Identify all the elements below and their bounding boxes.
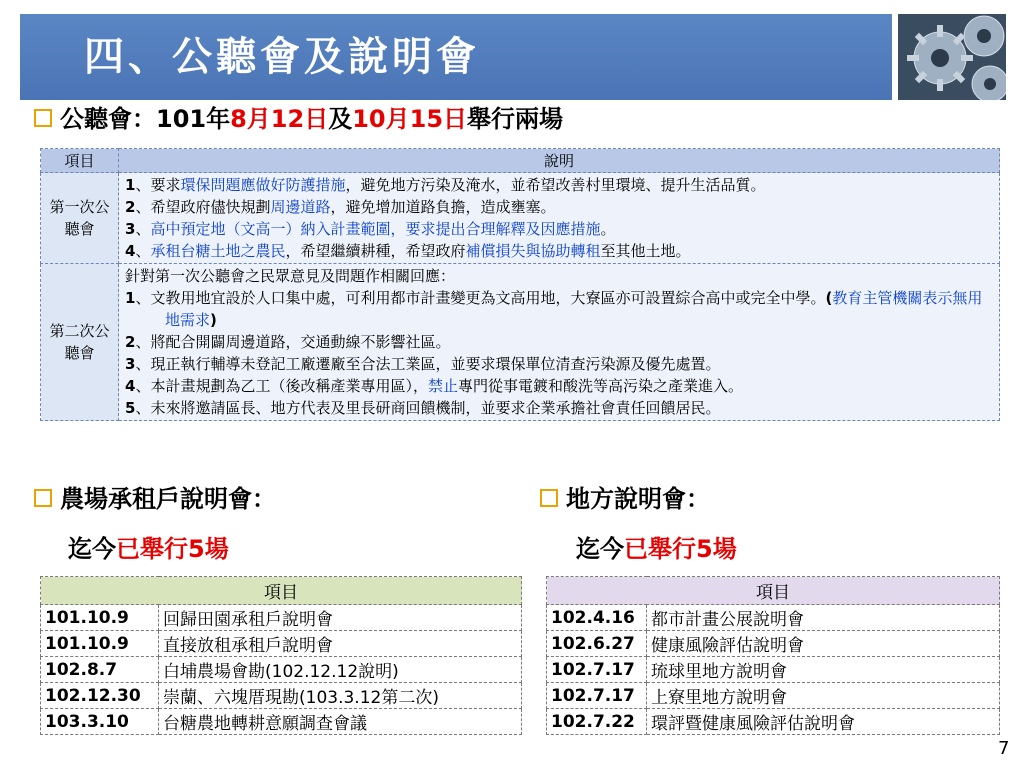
row-date: 102.7.17 — [547, 683, 647, 709]
farm-heading — [34, 482, 276, 516]
list-item: 4、本計畫規劃為乙工（後改稱產業專用區），禁止專門從事電鍍和酸洗等高污染之產業進入。 — [125, 377, 743, 395]
title-bar — [20, 14, 892, 100]
second-meeting-label: 第二次公聽會 — [41, 264, 119, 421]
page-title: 四、公聽會及說明會 — [84, 34, 480, 80]
table-row — [547, 709, 1000, 735]
row-description: 白埔農場會勘(102.12.12說明) — [159, 657, 522, 683]
heading-and: 及 — [328, 105, 353, 133]
farm-heading-text: 農場承租戶說明會： — [60, 485, 276, 513]
local-subheading — [576, 532, 737, 566]
row-description: 琉球里地方說明會 — [647, 657, 1000, 683]
hearing-table — [40, 148, 1000, 421]
heading-date-2: 10月15日 — [352, 105, 468, 133]
list-item: 1、文教用地宜設於人口集中處，可利用都市計畫變更為文高用地，大寮區亦可設置綜合高中或完全中學。(教育主管機關表示無用地需求) — [125, 289, 983, 329]
farm-sub-prefix: 迄今 — [68, 535, 116, 563]
checkbox-bullet-icon — [540, 489, 558, 507]
list-item: 3、現正執行輔導未登記工廠遷廠至合法工業區，並要求環保單位清查污染源及優先處置。 — [125, 355, 721, 373]
table-row — [41, 683, 522, 709]
header-description: 說明 — [119, 149, 1000, 173]
table-row — [547, 657, 1000, 683]
header-item: 項目 — [41, 149, 119, 173]
table-row — [41, 657, 522, 683]
row-date: 103.3.10 — [41, 709, 159, 735]
table-row — [41, 709, 522, 735]
list-item: 4、承租台糖土地之農民，希望繼續耕種，希望政府補償損失與協助轉租至其他土地。 — [125, 242, 691, 260]
list-item: 2、將配合開闢周邊道路，交通動線不影響社區。 — [125, 333, 451, 351]
hearing-heading — [34, 102, 563, 136]
row-date: 102.4.16 — [547, 605, 647, 631]
row-date: 102.12.30 — [41, 683, 159, 709]
checkbox-bullet-icon — [34, 489, 52, 507]
table-row — [547, 605, 1000, 631]
list-item: 2、希望政府儘快規劃周邊道路，避免增加道路負擔，造成壅塞。 — [125, 198, 556, 216]
gears-icon — [898, 14, 1006, 100]
list-item: 3、高中預定地（文高一）納入計畫範圍，要求提出合理解釋及因應措施。 — [125, 220, 616, 238]
table-row — [547, 631, 1000, 657]
row-description: 環評暨健康風險評估說明會 — [647, 709, 1000, 735]
list-item: 5、未來將邀請區長、地方代表及里長研商回饋機制，並要求企業承擔社會責任回饋居民。 — [125, 399, 721, 417]
heading-suffix: 舉行兩場 — [467, 105, 564, 133]
row-description: 上寮里地方說明會 — [647, 683, 1000, 709]
first-meeting-description — [119, 173, 1000, 264]
row-description: 直接放租承租戶說明會 — [159, 631, 522, 657]
farm-table — [40, 576, 522, 735]
row-date: 101.10.9 — [41, 605, 159, 631]
local-header-item: 項目 — [547, 577, 1000, 605]
farm-header-item: 項目 — [41, 577, 522, 605]
row-date: 102.7.17 — [547, 657, 647, 683]
list-item: 1、要求環保問題應做好防護措施，避免地方污染及淹水，並希望改善村里環境、提升生活品質。 — [125, 176, 766, 194]
local-sub-prefix: 迄今 — [576, 535, 624, 563]
row-description: 崇蘭、六塊厝現勘(103.3.12第二次) — [159, 683, 522, 709]
farm-subheading — [68, 532, 229, 566]
table-row — [547, 683, 1000, 709]
heading-prefix: 公聽會： — [60, 105, 156, 133]
checkbox-bullet-icon — [34, 109, 52, 127]
row-description: 台糖農地轉耕意願調查會議 — [159, 709, 522, 735]
local-heading-text: 地方說明會： — [566, 485, 710, 513]
local-sub-count: 已舉行5場 — [624, 535, 737, 563]
table-row — [41, 173, 1000, 264]
row-description: 回歸田園承租戶說明會 — [159, 605, 522, 631]
row-description: 健康風險評估說明會 — [647, 631, 1000, 657]
row-date: 101.10.9 — [41, 631, 159, 657]
heading-year: 101年 — [156, 105, 231, 133]
farm-sub-count: 已舉行5場 — [116, 535, 229, 563]
gears-image — [898, 14, 1006, 100]
local-table — [546, 576, 1000, 735]
table-row — [41, 264, 1000, 421]
first-meeting-label: 第一次公聽會 — [41, 173, 119, 264]
table-row — [41, 631, 522, 657]
local-heading — [540, 482, 710, 516]
row-description: 都市計畫公展說明會 — [647, 605, 1000, 631]
row-date: 102.8.7 — [41, 657, 159, 683]
table-row — [41, 605, 522, 631]
second-meeting-description — [119, 264, 1000, 421]
row-date: 102.6.27 — [547, 631, 647, 657]
intro-text: 針對第一次公聽會之民眾意見及問題作相關回應： — [125, 267, 456, 285]
heading-date-1: 8月12日 — [230, 105, 329, 133]
row-date: 102.7.22 — [547, 709, 647, 735]
page-number: 7 — [998, 738, 1010, 759]
